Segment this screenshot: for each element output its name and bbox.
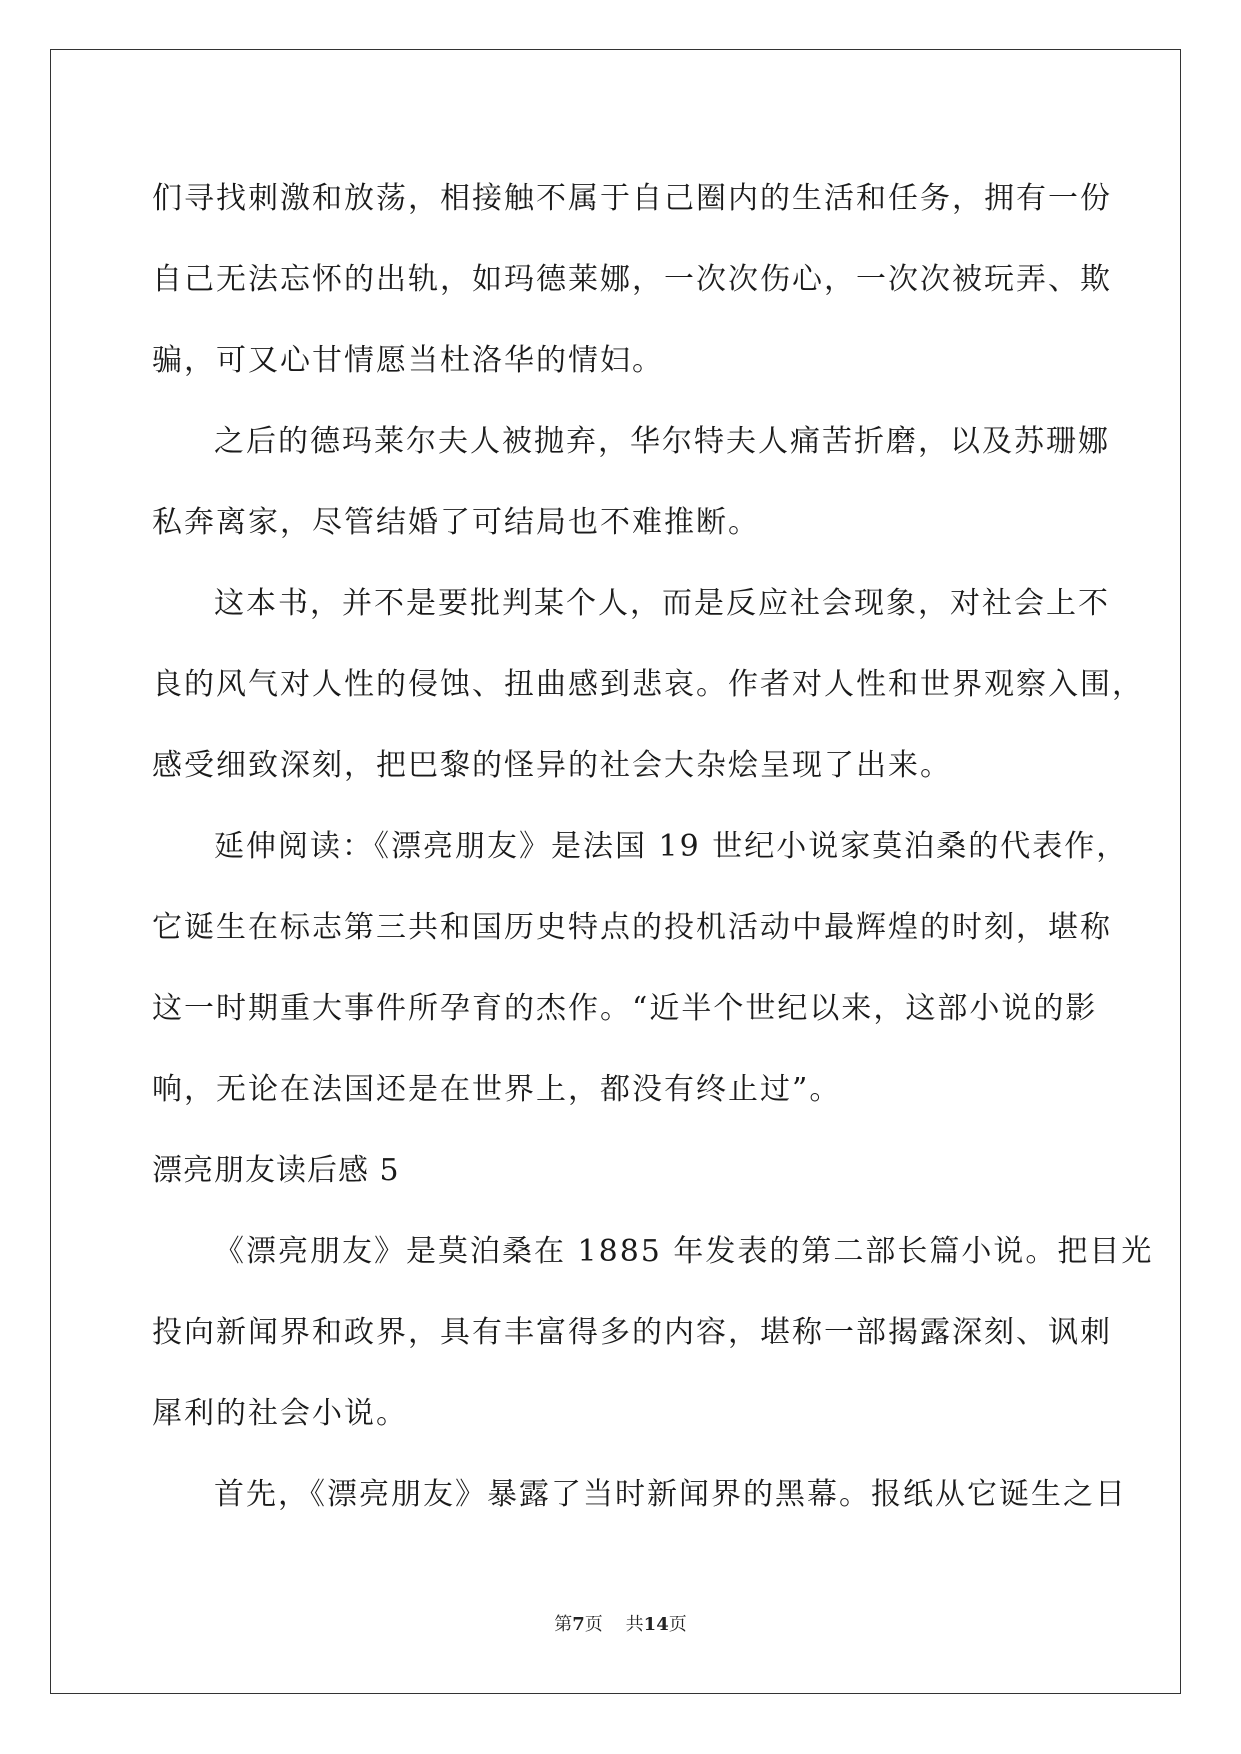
- document-body: [152, 158, 1154, 1535]
- text-line: 响，无论在法国还是在世界上，都没有终止过”。: [152, 1072, 842, 1107]
- text-line: 它诞生在标志第三共和国历史特点的投机活动中最辉煌的时刻，堪称: [152, 910, 1112, 945]
- text-line: 这本书，并不是要批判某个人，而是反应社会现象，对社会上不: [214, 586, 1110, 621]
- text-line: 之后的德玛莱尔夫人被抛弃，华尔特夫人痛苦折磨，以及苏珊娜: [214, 424, 1110, 459]
- text-line: 良的风气对人性的侵蚀、扭曲感到悲哀。作者对人性和世界观察入围，: [152, 667, 1144, 702]
- text-line: 投向新闻界和政界，具有丰富得多的内容，堪称一部揭露深刻、讽刺: [152, 1315, 1112, 1350]
- page-number: 7: [572, 1614, 585, 1635]
- text-line: 私奔离家，尽管结婚了可结局也不难推断。: [152, 505, 760, 540]
- text-line: 首先，《漂亮朋友》暴露了当时新闻界的黑幕。报纸从它诞生之日: [214, 1477, 1127, 1512]
- section-heading: 漂亮朋友读后感 5: [152, 1153, 400, 1188]
- text-line: 感受细致深刻，把巴黎的怪异的社会大杂烩呈现了出来。: [152, 748, 952, 783]
- text-line: 这一时期重大事件所孕育的杰作。“近半个世纪以来，这部小说的影: [152, 991, 1098, 1026]
- text-line: 们寻找刺激和放荡，相接触不属于自己圈内的生活和任务，拥有一份: [152, 181, 1112, 216]
- footer-page-suffix: 页: [584, 1614, 603, 1635]
- total-pages: 14: [643, 1614, 669, 1635]
- footer-total-prefix: 共: [625, 1614, 644, 1635]
- footer-total-suffix: 页: [668, 1614, 687, 1635]
- text-line: 自己无法忘怀的出轨，如玛德莱娜，一次次伤心，一次次被玩弄、欺: [152, 262, 1112, 297]
- page-footer: [0, 1610, 1241, 1636]
- footer-prefix: 第: [554, 1614, 573, 1635]
- text-line: 骗，可又心甘情愿当杜洛华的情妇。: [152, 343, 664, 378]
- text-line: 犀利的社会小说。: [152, 1396, 408, 1431]
- text-line: 延伸阅读：《漂亮朋友》是法国 19 世纪小说家莫泊桑的代表作，: [214, 829, 1129, 864]
- text-line: 《漂亮朋友》是莫泊桑在 1885 年发表的第二部长篇小说。把目光: [214, 1234, 1154, 1269]
